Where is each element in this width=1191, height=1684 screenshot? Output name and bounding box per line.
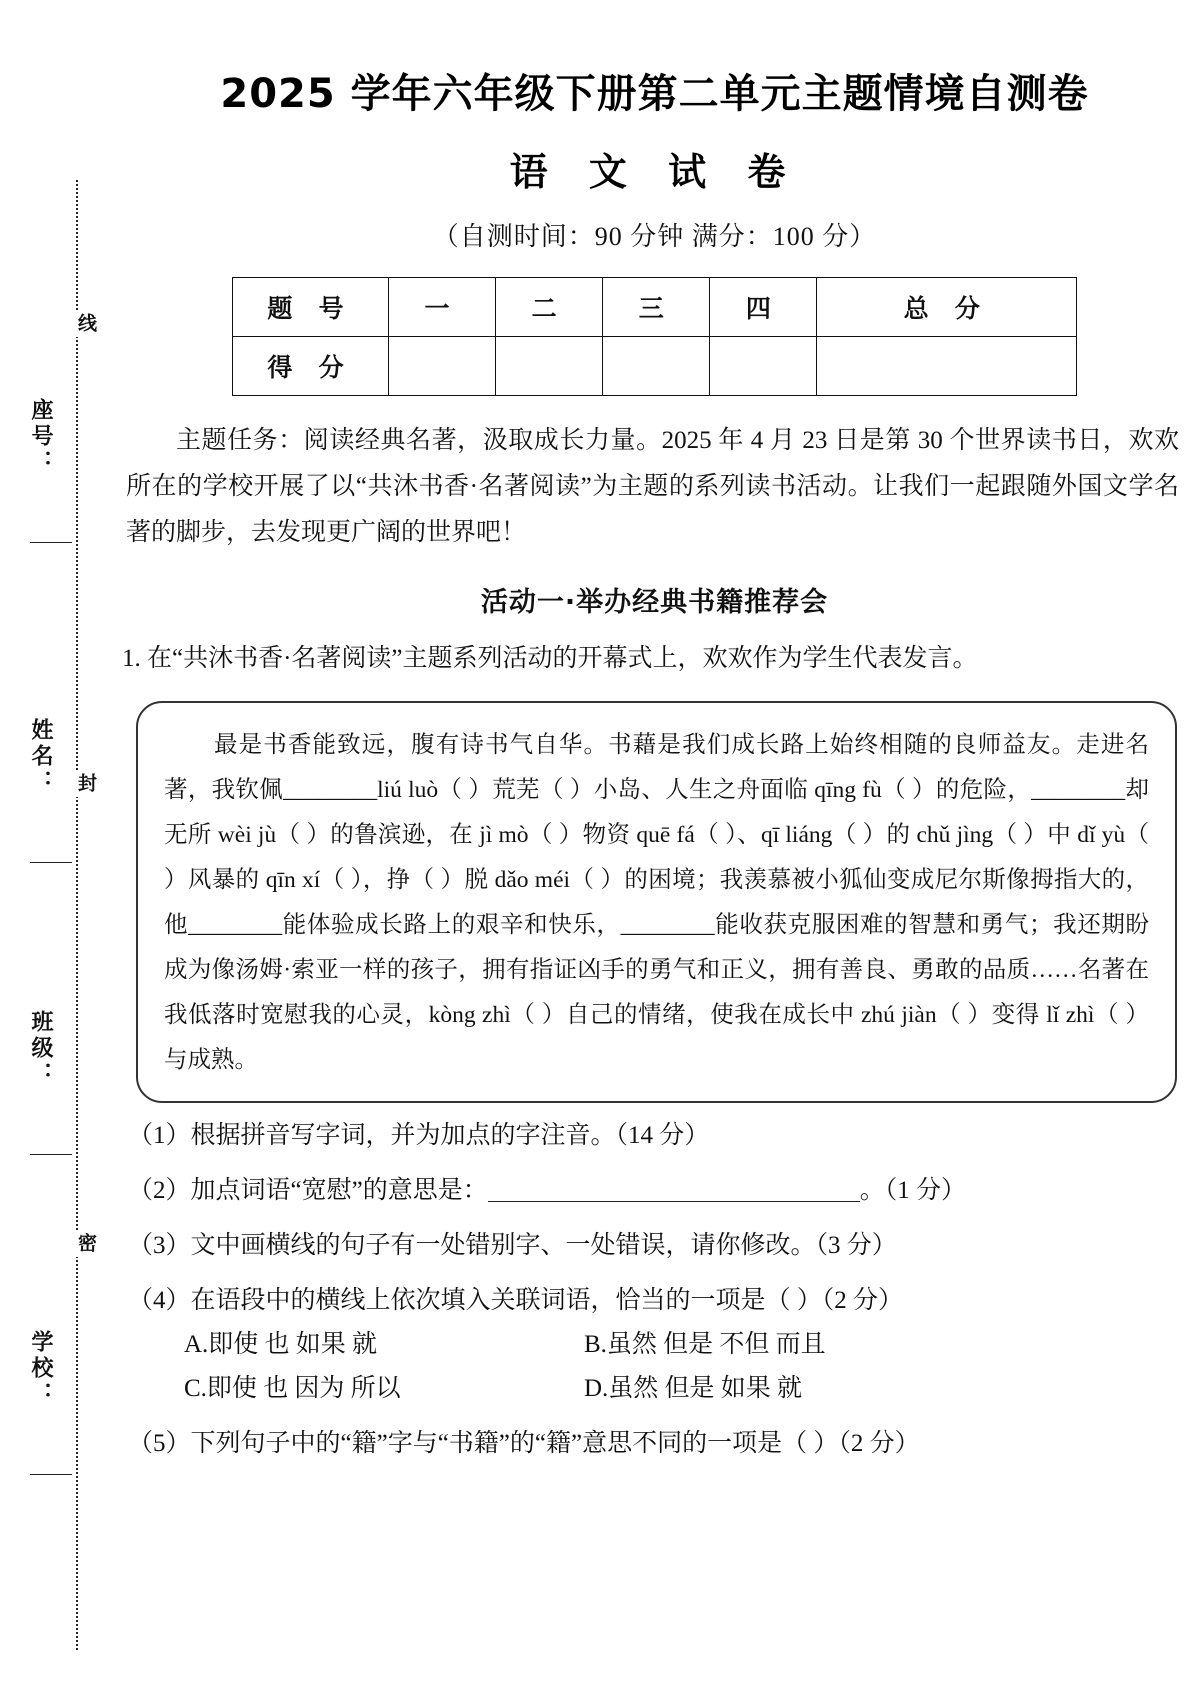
seal-word-feng: 封 [72,770,99,797]
seal-dotted-line [76,180,78,1650]
option-a[interactable]: A.即使 也 如果 就 [184,1331,378,1358]
score-col-2: 二 [496,278,603,337]
score-col-4: 四 [710,278,817,337]
seal-label-school: 学校： [29,1330,54,1408]
score-value-1[interactable] [389,337,496,396]
sub-question-2-label: （2）加点词语“宽慰”的意思是： [128,1177,488,1204]
score-table [232,277,1077,396]
option-d[interactable]: D.虽然 但是 如果 就 [584,1375,803,1402]
table-row [233,278,1077,337]
seal-label-class: 班级： [29,1010,54,1088]
table-row [233,337,1077,396]
passage-text: 最是书香能致远，腹有诗书气自华。书藉是我们成长路上始终相随的良师益友。走进名著，我钦佩________liú luò（ ）荒芜（ ）小岛、人生之舟面临 qīng fù（ ）的危险，________却无所 wèi jù（ ）的鲁滨逊，在 jì mò（ ）物资 quē fá（ ）、qī liáng（ ）的 chǔ jìng（ ）中 dǐ yù（ ）风暴的 qīn xí（ ），挣（ ）脱 dǎo méi（ ）的困境；我羡慕被小狐仙变成尼尔斯像拇指大的，他________能体验成长路上的艰辛和快乐，________能收获克服困难的智慧和勇气；我还期盼成为像汤姆·索亚一样的孩子，拥有指证凶手的勇气和正义，拥有善良、勇敢的品质……名著在我低落时宽慰我的心灵，kòng zhì（ ）自己的情绪，使我在成长中 zhú jiàn（ ）变得 lǐ zhì（ ）与成熟。 [164,732,1149,1073]
seal-rule-4 [30,1474,72,1475]
score-row-label-score: 得 分 [233,337,389,396]
question-1-stem: 1. 在“共沐书香·名著阅读”主题系列活动的开幕式上，欢欢作为学生代表发言。 [122,645,978,672]
seal-rule-2 [30,862,72,863]
seal-word-mi: 密 [72,1230,99,1257]
option-c[interactable]: C.即使 也 因为 所以 [184,1375,401,1402]
seal-rule-3 [30,1154,72,1155]
page-title: 2025 学年六年级下册第二单元主题情境自测卷 [220,71,1089,117]
passage-box [136,701,1177,1103]
seal-rule-1 [30,542,72,543]
option-b[interactable]: B.虽然 但是 不但 而且 [584,1331,826,1358]
option-row-2 [184,1367,1191,1411]
answer-blank-2[interactable] [488,1201,860,1202]
seal-word-line: 线 [72,310,99,337]
sub-question-2-suffix: 。（1 分） [859,1177,966,1204]
score-col-3: 三 [603,278,710,337]
score-value-total[interactable] [817,337,1077,396]
score-value-3[interactable] [603,337,710,396]
score-col-total: 总 分 [817,278,1077,337]
score-row-label-question: 题 号 [233,278,389,337]
option-row-1 [184,1323,1191,1367]
seal-label-name: 姓名： [29,718,54,796]
activity-one-heading: 活动一·举办经典书籍推荐会 [480,587,829,618]
sub-question-2 [128,1168,1181,1213]
sub-question-1: （1）根据拼音写字词，并为加点的字注音。（14 分） [128,1122,710,1149]
seal-label-seat: 座号： [29,398,54,476]
score-col-1: 一 [389,278,496,337]
exam-note: （自测时间：90 分钟 满分：100 分） [432,222,877,251]
intro-paragraph: 主题任务：阅读经典名著，汲取成长力量。2025 年 4 月 23 日是第 30 个世界读书日，欢欢所在的学校开展了以“共沐书香·名著阅读”为主题的系列读书活动。让我们一起跟随外国文学名著的脚步，去发现更广阔的世界吧！ [126,427,1179,546]
sub-question-4: （4）在语段中的横线上依次填入关联词语，恰当的一项是（ ）（2 分） [128,1287,904,1314]
seal-strip [0,0,118,1684]
exam-page [118,0,1191,1684]
subject-title: 语 文 试 卷 [509,150,800,194]
sub-question-5: （5）下列句子中的“籍”字与“书籍”的“籍”意思不同的一项是（ ）（2 分） [128,1430,920,1457]
score-value-4[interactable] [710,337,817,396]
sub-question-3: （3）文中画横线的句子有一处错别字、一处错误，请你修改。（3 分） [128,1232,897,1259]
score-value-2[interactable] [496,337,603,396]
